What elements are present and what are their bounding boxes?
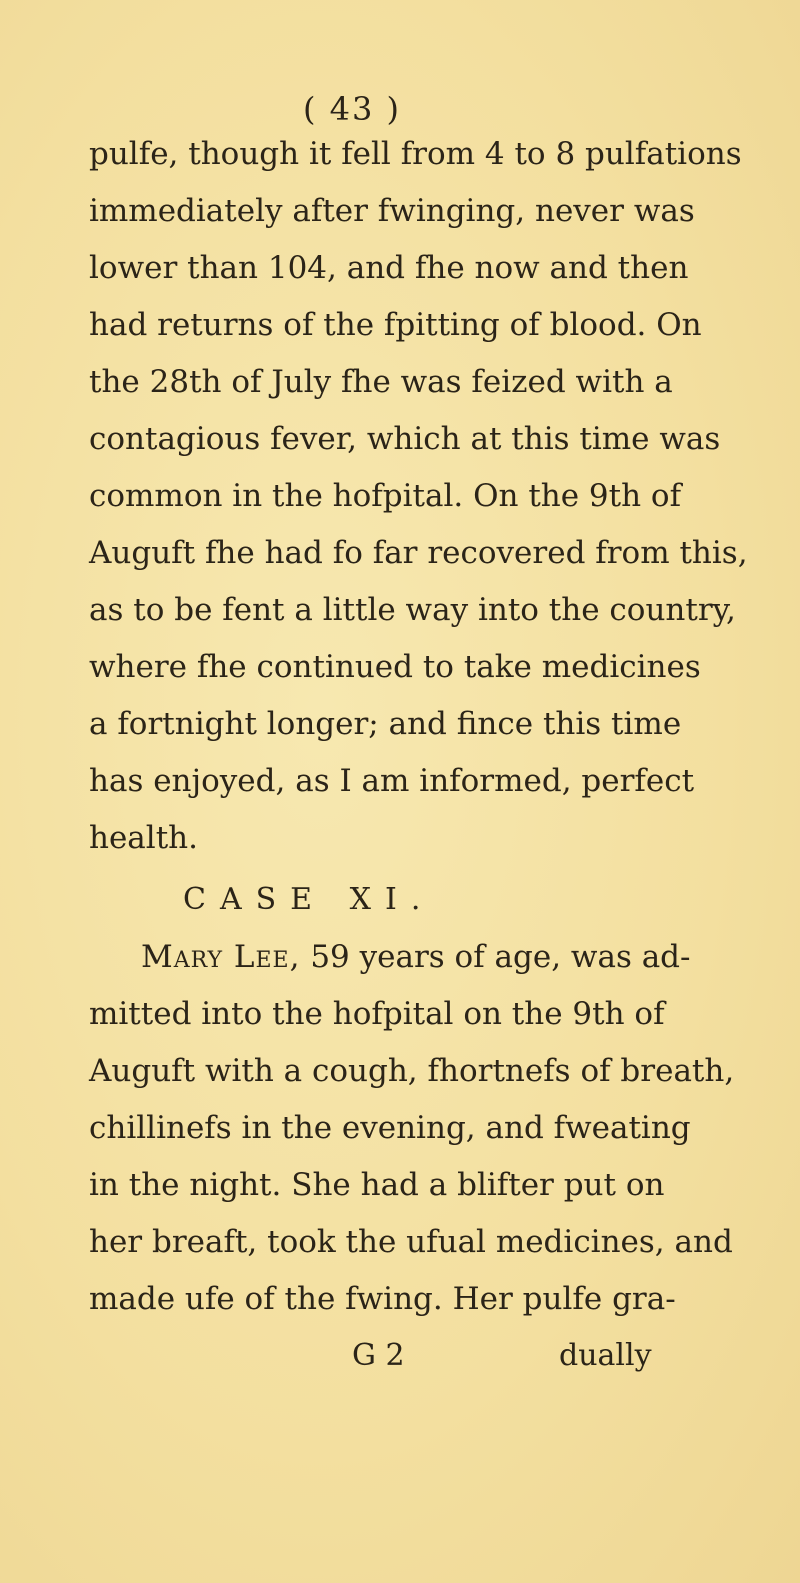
case-first-line <box>141 937 691 977</box>
text-line: Auguft with a cough, fhortnefs of breath, <box>89 1053 735 1089</box>
text-line: lower than 104, and fhe now and then <box>89 250 689 286</box>
case-first-line-rest: 59 years of age, was ad- <box>310 939 691 975</box>
text-line: where fhe continued to take medicines <box>89 649 701 685</box>
text-line: a fortnight longer; and fince this time <box>89 706 682 742</box>
page-number: ( 43 ) <box>302 90 402 128</box>
signature-mark: G 2 <box>352 1338 405 1373</box>
text-line: pulfe, though it fell from 4 to 8 pulfations <box>89 136 742 172</box>
text-line: contagious fever, which at this time was <box>89 421 721 457</box>
text-line: the 28th of July fhe was feized with a <box>89 364 673 400</box>
text-line: chillinefs in the evening, and fweating <box>89 1110 691 1146</box>
text-line: her breaft, took the ufual medicines, and <box>89 1224 733 1260</box>
catchword: dually <box>559 1338 652 1373</box>
text-line: immediately after fwinging, never was <box>89 193 695 229</box>
case-heading: CASE XI. <box>183 882 435 917</box>
case-patient-name: Mary Lee, <box>141 939 301 975</box>
text-line: mitted into the hofpital on the 9th of <box>89 996 665 1032</box>
text-line: made ufe of the fwing. Her pulfe gra- <box>89 1281 676 1317</box>
text-line: health. <box>89 820 198 856</box>
text-line: Auguft fhe had fo far recovered from this, <box>89 535 748 571</box>
text-line: in the night. She had a blifter put on <box>89 1167 665 1203</box>
text-line: as to be fent a little way into the country, <box>89 592 736 628</box>
text-line: had returns of the fpitting of blood. On <box>89 307 702 343</box>
text-line: common in the hofpital. On the 9th of <box>89 478 682 514</box>
text-line: has enjoyed, as I am informed, perfect <box>89 763 695 799</box>
